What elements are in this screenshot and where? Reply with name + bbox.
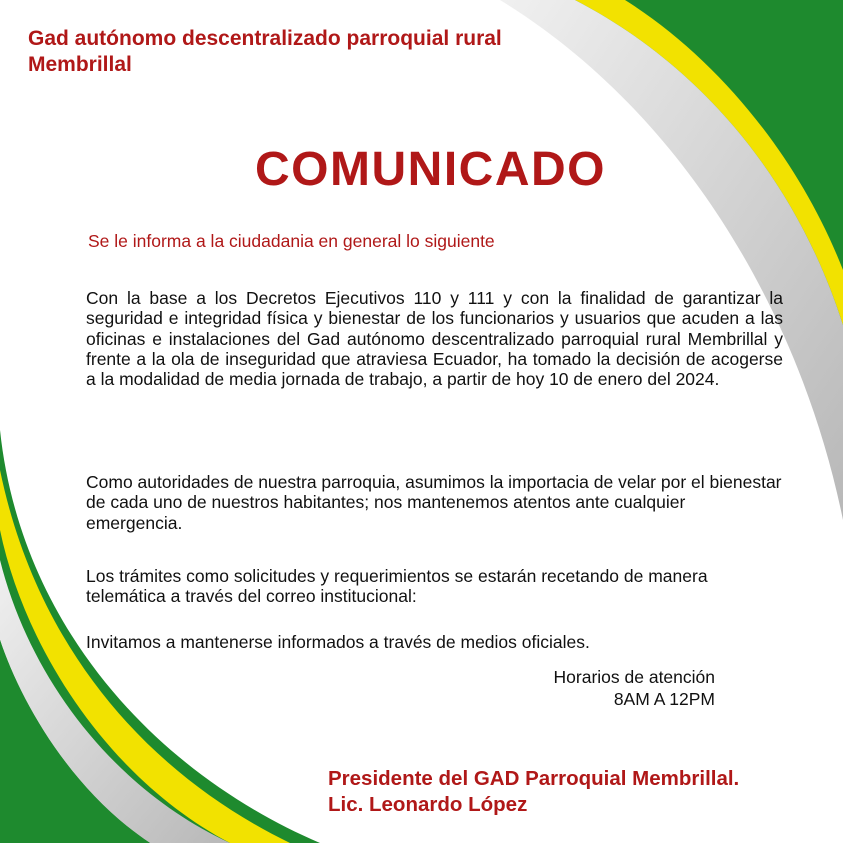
office-hours [554,666,715,710]
notice-paragraph-2: Como autoridades de nuestra parroquia, asumimos la importacia de velar por el bienestar de cada uno de nuestros habitantes; nos mantenemos atentos ante cualquier emergencia. [86,472,782,533]
notice-intro: Se le informa a la ciudadania en general lo siguiente [88,231,495,251]
hours-label: Horarios de atención [553,667,715,687]
notice-title: COMUNICADO [255,143,606,196]
notice-paragraph-4: Invitamos a mantenerse informados a través de medios oficiales. [86,632,590,652]
hours-value: 8AM A 12PM [613,689,715,709]
signature-name: Lic. Leonardo López [328,793,528,816]
notice-paragraph-3: Los trámites como solicitudes y requerimientos se estarán recetando de manera telemática a través del correo institucional: [86,566,708,607]
organization-title: Gad autónomo descentralizado parroquial rural Membrillal [28,27,502,76]
notice-paragraph-1: Con la base a los Decretos Ejecutivos 110 y 111 y con la finalidad de garantizar la seguridad e integridad física y bienestar de los funcionarios y usuarios que acuden a las oficinas e instalaciones del Gad autónomo descentralizado parroquial rural Membrillal y frente a la ola de inseguridad que atraviesa Ecuador, ha tomado la decisión de acogerse a la modalidad de media jornada de trabajo, a partir de hoy 10 de enero del 2024. [86,288,783,390]
top-right-swoosh [500,0,843,520]
signature-role: Presidente del GAD Parroquial Membrillal. [328,767,740,790]
signature-block [328,766,838,818]
